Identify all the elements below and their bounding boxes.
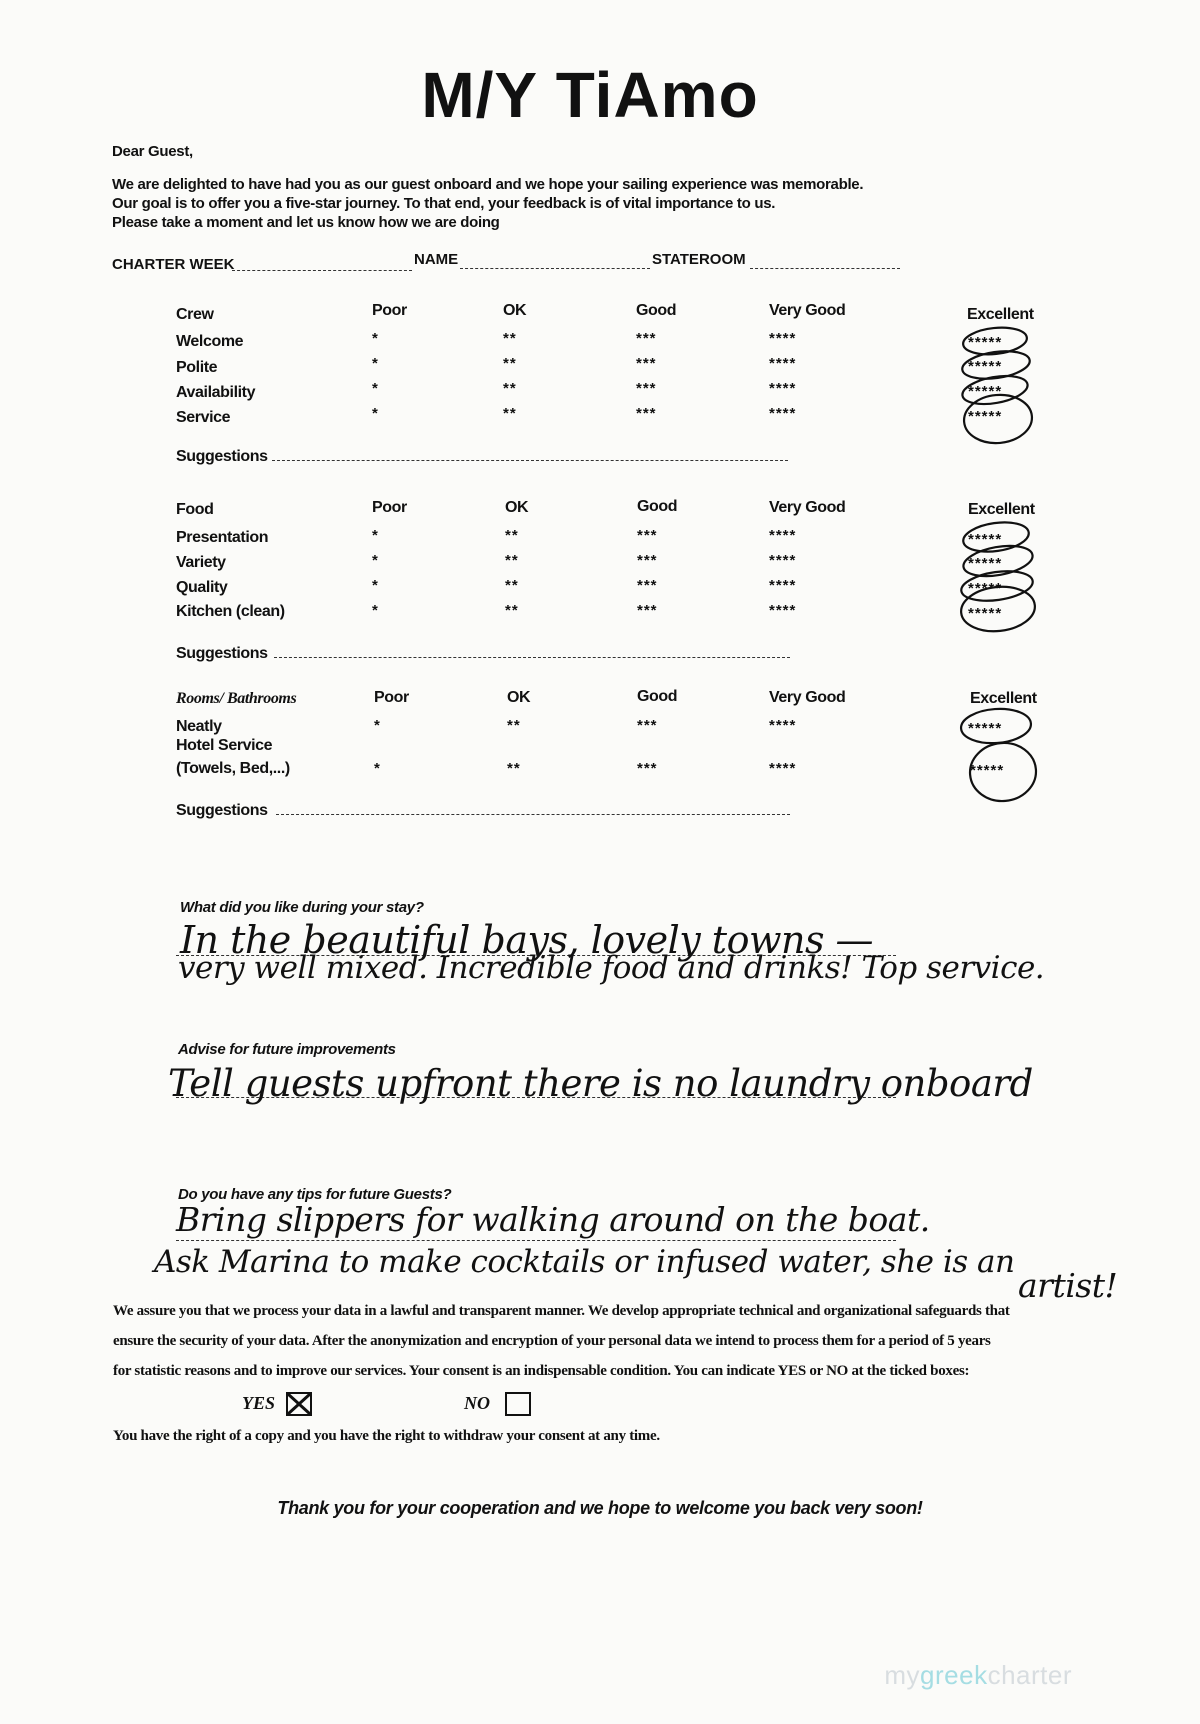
legal-line-3: for statistic reasons and to improve our services. Your consent is an indispensable condition. You can indicate YES or NO at the ticked boxes: xyxy=(113,1363,970,1379)
food-header-good: Good xyxy=(637,498,678,515)
tips-answer-line xyxy=(176,1240,896,1241)
watermark-logo xyxy=(884,1660,1072,1691)
rooms-stars-ok[interactable]: ** xyxy=(507,717,521,734)
rooms-title: Rooms/ Bathrooms xyxy=(176,690,297,707)
liked-answer-line-2[interactable]: very well mixed. Incredible food and drinks! Top service. xyxy=(178,950,1045,986)
food-stars-excellent[interactable]: ***** xyxy=(968,555,1003,572)
food-stars-poor[interactable]: * xyxy=(372,602,379,619)
food-stars-poor[interactable]: * xyxy=(372,552,379,569)
food-title: Food xyxy=(176,501,214,518)
rooms-stars-good[interactable]: *** xyxy=(637,717,658,734)
crew-stars-excellent[interactable]: ***** xyxy=(968,408,1003,425)
watermark-part-1: my xyxy=(884,1660,921,1690)
food-header-ok: OK xyxy=(505,499,529,516)
tips-answer-line-1[interactable]: Bring slippers for walking around on the boat. xyxy=(176,1200,930,1239)
watermark-part-3: charter xyxy=(987,1660,1072,1690)
consent-no-checkbox[interactable] xyxy=(505,1392,531,1416)
rooms-item-towels-bed: (Towels, Bed,...) xyxy=(176,760,290,777)
crew-stars-poor[interactable]: * xyxy=(372,380,379,397)
food-header-very-good: Very Good xyxy=(769,499,846,516)
crew-stars-excellent[interactable]: ***** xyxy=(968,358,1003,375)
intro-line-3: Please take a moment and let us know how we are doing xyxy=(112,214,500,231)
crew-stars-good[interactable]: *** xyxy=(636,330,657,347)
food-item-kitchen: Kitchen (clean) xyxy=(176,603,285,620)
rooms-stars-excellent[interactable]: ***** xyxy=(968,720,1003,737)
rooms-stars-very-good[interactable]: **** xyxy=(769,717,797,734)
food-header-excellent: Excellent xyxy=(968,501,1035,518)
crew-header-ok: OK xyxy=(503,302,527,319)
crew-stars-good[interactable]: *** xyxy=(636,405,657,422)
food-stars-ok[interactable]: ** xyxy=(505,577,519,594)
tips-answer-line-2[interactable]: Ask Marina to make cocktails or infused water, she is an xyxy=(154,1244,1015,1280)
name-label: NAME xyxy=(414,251,459,268)
food-stars-poor[interactable]: * xyxy=(372,577,379,594)
food-stars-excellent[interactable]: ***** xyxy=(968,531,1003,548)
rooms-header-very-good: Very Good xyxy=(769,689,846,706)
food-stars-poor[interactable]: * xyxy=(372,527,379,544)
crew-stars-good[interactable]: *** xyxy=(636,355,657,372)
rooms-header-good: Good xyxy=(637,688,678,705)
food-stars-ok[interactable]: ** xyxy=(505,527,519,544)
crew-stars-very-good[interactable]: **** xyxy=(769,405,797,422)
food-stars-very-good[interactable]: **** xyxy=(769,577,797,594)
rights-text: You have the right of a copy and you have the right to withdraw your consent at any time. xyxy=(113,1428,660,1444)
liked-answer-line-1[interactable]: In the beautiful bays, lovely towns — xyxy=(180,918,874,962)
crew-stars-very-good[interactable]: **** xyxy=(769,330,797,347)
watermark-part-2: greek xyxy=(920,1660,988,1690)
rooms-header-ok: OK xyxy=(507,689,531,706)
crew-header-poor: Poor xyxy=(372,302,407,319)
rooms-item-hotel-service: Hotel Service xyxy=(176,737,273,754)
food-stars-good[interactable]: *** xyxy=(637,602,658,619)
crew-stars-ok[interactable]: ** xyxy=(503,380,517,397)
food-stars-good[interactable]: *** xyxy=(637,552,658,569)
food-stars-ok[interactable]: ** xyxy=(505,552,519,569)
crew-stars-very-good[interactable]: **** xyxy=(769,380,797,397)
food-header-poor: Poor xyxy=(372,499,407,516)
food-stars-good[interactable]: *** xyxy=(637,527,658,544)
consent-no-label: NO xyxy=(464,1393,490,1413)
food-stars-very-good[interactable]: **** xyxy=(769,552,797,569)
rooms-stars-ok[interactable]: ** xyxy=(507,760,521,777)
improve-question-label: Advise for future improvements xyxy=(178,1041,396,1058)
stateroom-label: STATEROOM xyxy=(652,251,746,268)
crew-stars-very-good[interactable]: **** xyxy=(769,355,797,372)
rooms-suggestions-label: Suggestions xyxy=(176,802,268,819)
food-stars-excellent[interactable]: ***** xyxy=(968,580,1003,597)
crew-stars-poor[interactable]: * xyxy=(372,330,379,347)
food-suggestions-label: Suggestions xyxy=(176,645,268,662)
liked-question-label: What did you like during your stay? xyxy=(180,899,424,916)
rooms-excellent-circle-1 xyxy=(960,707,1032,746)
crew-stars-poor[interactable]: * xyxy=(372,405,379,422)
salutation: Dear Guest, xyxy=(112,143,193,160)
rooms-header-poor: Poor xyxy=(374,689,409,706)
food-stars-very-good[interactable]: **** xyxy=(769,602,797,619)
crew-item-service: Service xyxy=(176,409,231,426)
crew-stars-ok[interactable]: ** xyxy=(503,330,517,347)
improve-answer-line-1[interactable]: Tell guests upfront there is no laundry onboard xyxy=(168,1062,1033,1105)
crew-header-good: Good xyxy=(636,302,677,319)
crew-stars-ok[interactable]: ** xyxy=(503,355,517,372)
food-stars-excellent[interactable]: ***** xyxy=(968,605,1003,622)
food-item-quality: Quality xyxy=(176,579,228,596)
crew-item-availability: Availability xyxy=(176,384,256,401)
rooms-stars-good[interactable]: *** xyxy=(637,760,658,777)
crew-excellent-circle-4 xyxy=(962,392,1034,446)
consent-yes-checkbox[interactable] xyxy=(286,1392,312,1416)
food-excellent-circle-2 xyxy=(961,541,1035,581)
rooms-item-neatly: Neatly xyxy=(176,718,222,735)
food-item-presentation: Presentation xyxy=(176,529,269,546)
rooms-stars-poor[interactable]: * xyxy=(374,717,381,734)
crew-stars-good[interactable]: *** xyxy=(636,380,657,397)
crew-item-welcome: Welcome xyxy=(176,333,244,350)
rooms-stars-excellent[interactable]: ***** xyxy=(970,762,1005,779)
crew-title: Crew xyxy=(176,306,214,323)
charter-week-label: CHARTER WEEK xyxy=(112,256,235,273)
rooms-stars-poor[interactable]: * xyxy=(374,760,381,777)
crew-item-polite: Polite xyxy=(176,359,218,376)
legal-line-1: We assure you that we process your data in a lawful and transparent manner. We develop appropriate technical and organizational safeguards that xyxy=(113,1303,1010,1319)
intro-line-2: Our goal is to offer you a five-star journey. To that end, your feedback is of vital importance to us. xyxy=(112,195,776,212)
tips-question-label: Do you have any tips for future Guests? xyxy=(178,1186,452,1203)
food-stars-ok[interactable]: ** xyxy=(505,602,519,619)
rooms-header-excellent: Excellent xyxy=(970,690,1037,707)
legal-line-2: ensure the security of your data. After the anonymization and encryption of your personal data we intend to process them for a period of 5 years xyxy=(113,1333,991,1349)
crew-stars-poor[interactable]: * xyxy=(372,355,379,372)
crew-header-excellent: Excellent xyxy=(967,306,1034,323)
rooms-stars-very-good[interactable]: **** xyxy=(769,760,797,777)
tips-answer-line-3[interactable]: artist! xyxy=(1018,1266,1118,1305)
consent-yes-label: YES xyxy=(242,1393,276,1413)
food-stars-very-good[interactable]: **** xyxy=(769,527,797,544)
checkmark-x-icon xyxy=(286,1392,312,1416)
food-item-variety: Variety xyxy=(176,554,226,571)
crew-stars-excellent[interactable]: ***** xyxy=(968,334,1003,351)
food-excellent-circle-1 xyxy=(961,519,1030,556)
crew-suggestions-label: Suggestions xyxy=(176,448,268,465)
crew-header-very-good: Very Good xyxy=(769,302,846,319)
food-stars-good[interactable]: *** xyxy=(637,577,658,594)
rooms-excellent-circle-2 xyxy=(968,740,1039,804)
intro-line-1: We are delighted to have had you as our guest onboard and we hope your sailing experience was memorable. xyxy=(112,176,864,193)
yacht-title: M/Y TiAmo xyxy=(421,59,759,131)
crew-stars-excellent[interactable]: ***** xyxy=(968,383,1003,400)
thank-you-message: Thank you for your cooperation and we hope to welcome you back very soon! xyxy=(277,1498,923,1518)
crew-stars-ok[interactable]: ** xyxy=(503,405,517,422)
